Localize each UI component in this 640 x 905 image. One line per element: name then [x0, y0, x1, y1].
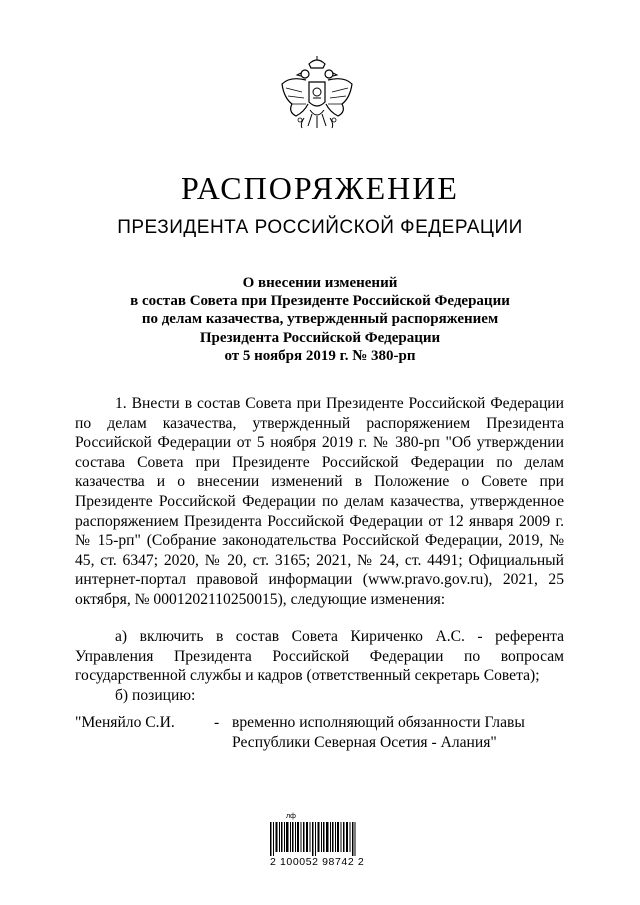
position-description: временно исполняющий обязанности Главы Республики Северная Осетия - Алания" — [232, 714, 525, 751]
heading-line: от 5 ноября 2019 г. № 380-рп — [224, 347, 416, 364]
barcode-mark: лф — [286, 813, 296, 820]
coat-of-arms-icon — [276, 54, 358, 146]
paragraph-1: 1. Внести в состав Совета при Президенте Российской Федерации по делам казачества, утвержденный распоряжением Президента Российской Федерации от 5 ноября 2019 г. № 380-рп "Об утверждении состава Совета при Президенте Российской Федерации по делам казачества и о внесении изменений в Положение о Совете при Президенте Российской Федерации по делам казачества, утвержденное распоряжением Президента Российской Федерации от 12 января 2009 г. № 15-рп" (Собрание законодательства Российской Федерации, 2019, № 45, ст. 6347; 2020, № 20, ст. 3165; 2021, № 24, ст. 4491; Официальный интернет-портал правовой информации (www.pravo.gov.ru), 2021, 25 октября, № 0001202110250015), следующие изменения: — [75, 395, 564, 608]
heading-line: в состав Совета при Президенте Российской Федерации — [130, 293, 510, 310]
barcode-icon — [270, 822, 356, 856]
heading-line: по делам казачества, утвержденный распоряжением — [141, 311, 499, 328]
item-a-paragraph: а) включить в состав Совета Кириченко А.С. - референта Управления Президента Российской Федерации по вопросам государственной службы и кадров (ответственный секретарь Совета); — [75, 628, 564, 685]
position-name: "Меняйло С.И. — [75, 714, 175, 731]
document-heading — [80, 274, 560, 365]
document-subtitle: ПРЕЗИДЕНТА РОССИЙСКОЙ ФЕДЕРАЦИИ — [117, 217, 523, 238]
document-title: РАСПОРЯЖЕНИЕ — [181, 170, 459, 206]
heading-line: О внесении изменений — [242, 275, 398, 291]
position-dash: - — [214, 714, 220, 731]
barcode-number: 2 100052 98742 2 — [270, 856, 365, 868]
item-b-paragraph: б) позицию: — [115, 687, 196, 704]
heading-line: Президента Российской Федерации — [199, 329, 441, 346]
